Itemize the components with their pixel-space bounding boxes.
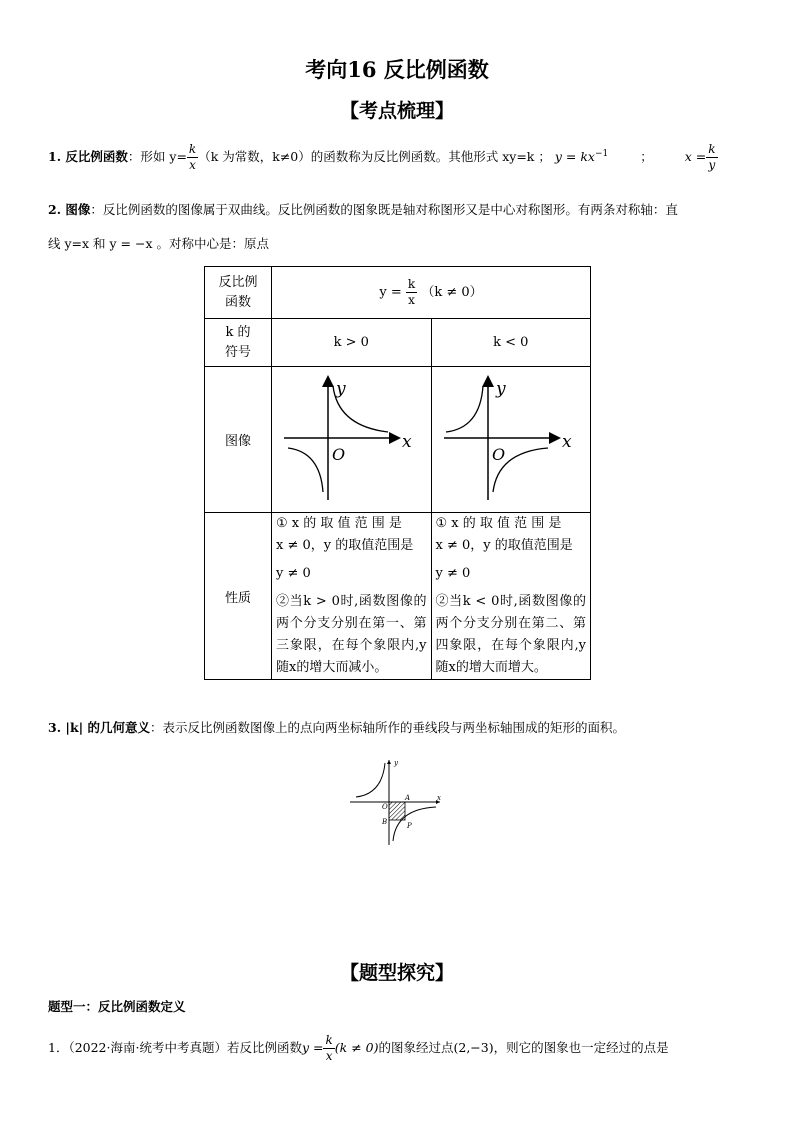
table-property-kpos xyxy=(272,513,432,680)
fraction-numerator: k xyxy=(407,277,416,291)
item2-line2: 线 y=x 和 y = −x 。对称中心是：原点 xyxy=(48,236,269,251)
branch-q2 xyxy=(446,386,483,432)
fraction-denominator: x xyxy=(325,1049,333,1063)
fraction-denominator: x xyxy=(189,158,196,172)
item1-definition xyxy=(48,142,768,173)
x-axis-label: x xyxy=(561,431,572,452)
item1-form3-lhs: x = xyxy=(684,149,707,164)
item3-geometric-meaning xyxy=(48,717,768,739)
section-title-review: 【考点梳理】 xyxy=(339,100,454,122)
question-1 xyxy=(48,1033,788,1064)
properties-table xyxy=(204,266,591,680)
item2-graph-description xyxy=(48,199,768,221)
fraction-denominator: x xyxy=(408,293,415,307)
kpos-prop1c: y ≠ 0 xyxy=(276,566,311,581)
formula-condition: （k ≠ 0） xyxy=(421,285,483,300)
fig-y-arrow xyxy=(387,760,391,764)
kpos-prop1b: x ≠ 0，y 的取值范围是 xyxy=(276,538,414,553)
type1-label: 题型一：反比例函数定义 xyxy=(48,999,186,1014)
kneg-prop2: ②当k < 0时,函数图像的两个分支分别在第二、第四象限，在每个象限内,y随x的增大而增大。 xyxy=(435,594,586,675)
k-area-figure xyxy=(348,757,446,847)
item2-label: 2. 图像 xyxy=(48,202,91,217)
item2-line1: ：反比例函数的图像属于双曲线。反比例函数的图象既是轴对称图形又是中心对称图形。有两条对称轴：直 xyxy=(90,202,678,217)
q1-func-fraction xyxy=(323,1033,334,1064)
item1-label: 1. 反比例函数 xyxy=(48,149,128,164)
fraction-numerator: k xyxy=(188,142,197,156)
formula-lhs: y = xyxy=(379,285,402,300)
q1-point: (2,−3) xyxy=(453,1040,494,1055)
hyperbola-kpos-graph xyxy=(276,368,426,508)
table-graph-kneg xyxy=(431,367,591,513)
kpos-prop2: ②当k > 0时,函数图像的两个分支分别在第一、第三象限，在每个象限内,y随x的增大而减小。 xyxy=(276,594,427,675)
header-label-text: 反比例 函数 xyxy=(218,274,258,310)
q1-text-a: 1．（2022·海南·统考中考真题）若反比例函数 xyxy=(48,1040,302,1055)
fraction-numerator: k xyxy=(708,142,716,156)
q1-func-lhs: y = xyxy=(301,1040,324,1055)
hyperbola-kneg-graph xyxy=(436,368,586,508)
table-graph-label: 图像 xyxy=(205,367,272,513)
table-property-kneg xyxy=(431,513,591,680)
kpos-prop1a: ① x 的 取 值 范 围 是 xyxy=(276,516,402,531)
fig-x-label: x xyxy=(437,794,441,802)
fig-b-label: B xyxy=(382,818,388,826)
item1-form2: y = kx xyxy=(554,149,595,164)
item1-sep: ； xyxy=(640,149,653,164)
page-title: 考向16 反比例函数 xyxy=(305,57,489,82)
item3-text: ：表示反比例函数图像上的点向两坐标轴所作的垂线段与两坐标轴围成的矩形的面积。 xyxy=(150,720,626,735)
table-header-label xyxy=(205,267,272,319)
item1-text-b: （k 为常数，k≠0）的函数称为反比例函数。其他形式 xy=k ； xyxy=(198,149,551,164)
table-col2-sign: k < 0 xyxy=(431,319,591,367)
kneg-prop1c: y ≠ 0 xyxy=(435,566,471,581)
table-graph-kpos xyxy=(272,367,432,513)
table-col1-sign: k > 0 xyxy=(272,319,432,367)
item1-form2-exp: −1 xyxy=(594,148,609,159)
table-sign-label xyxy=(205,319,272,367)
y-axis-label: y xyxy=(495,378,506,399)
fraction-denominator: y xyxy=(708,158,716,172)
table-property-label: 性质 xyxy=(205,513,272,680)
branch-q3 xyxy=(288,448,323,492)
q1-func-cond: (k ≠ 0) xyxy=(334,1040,379,1055)
fig-branch-q2 xyxy=(356,763,385,797)
q1-text-c: ，则它的图象也一定经过的点是 xyxy=(493,1040,669,1055)
table-header-formula xyxy=(272,267,591,319)
item1-text-a: ：形如 y= xyxy=(127,149,187,164)
x-axis-label: x xyxy=(402,431,412,452)
kneg-prop1a: ① x 的 取 值 范 围 是 xyxy=(435,516,562,531)
fig-o-label: O xyxy=(382,803,388,811)
item3-label: 3. |k| 的几何意义 xyxy=(48,720,151,735)
item1-fraction xyxy=(187,142,198,173)
fig-a-label: A xyxy=(405,794,411,802)
item1-form3-fraction xyxy=(706,142,717,173)
formula-fraction xyxy=(406,277,417,308)
kneg-prop1b: x ≠ 0，y 的取值范围是 xyxy=(435,538,573,553)
q1-text-b: 的图象经过点 xyxy=(378,1040,454,1055)
fig-shaded-rect xyxy=(389,802,405,820)
sign-label-text: k 的 符号 xyxy=(224,324,251,360)
origin-label: O xyxy=(491,444,505,464)
y-axis-label: y xyxy=(336,378,346,399)
fig-p-label: P xyxy=(407,822,412,830)
section-title-exercises: 【题型探究】 xyxy=(339,962,454,984)
fraction-numerator: k xyxy=(325,1033,333,1047)
origin-label: O xyxy=(332,444,346,464)
fig-y-label: y xyxy=(394,759,398,767)
